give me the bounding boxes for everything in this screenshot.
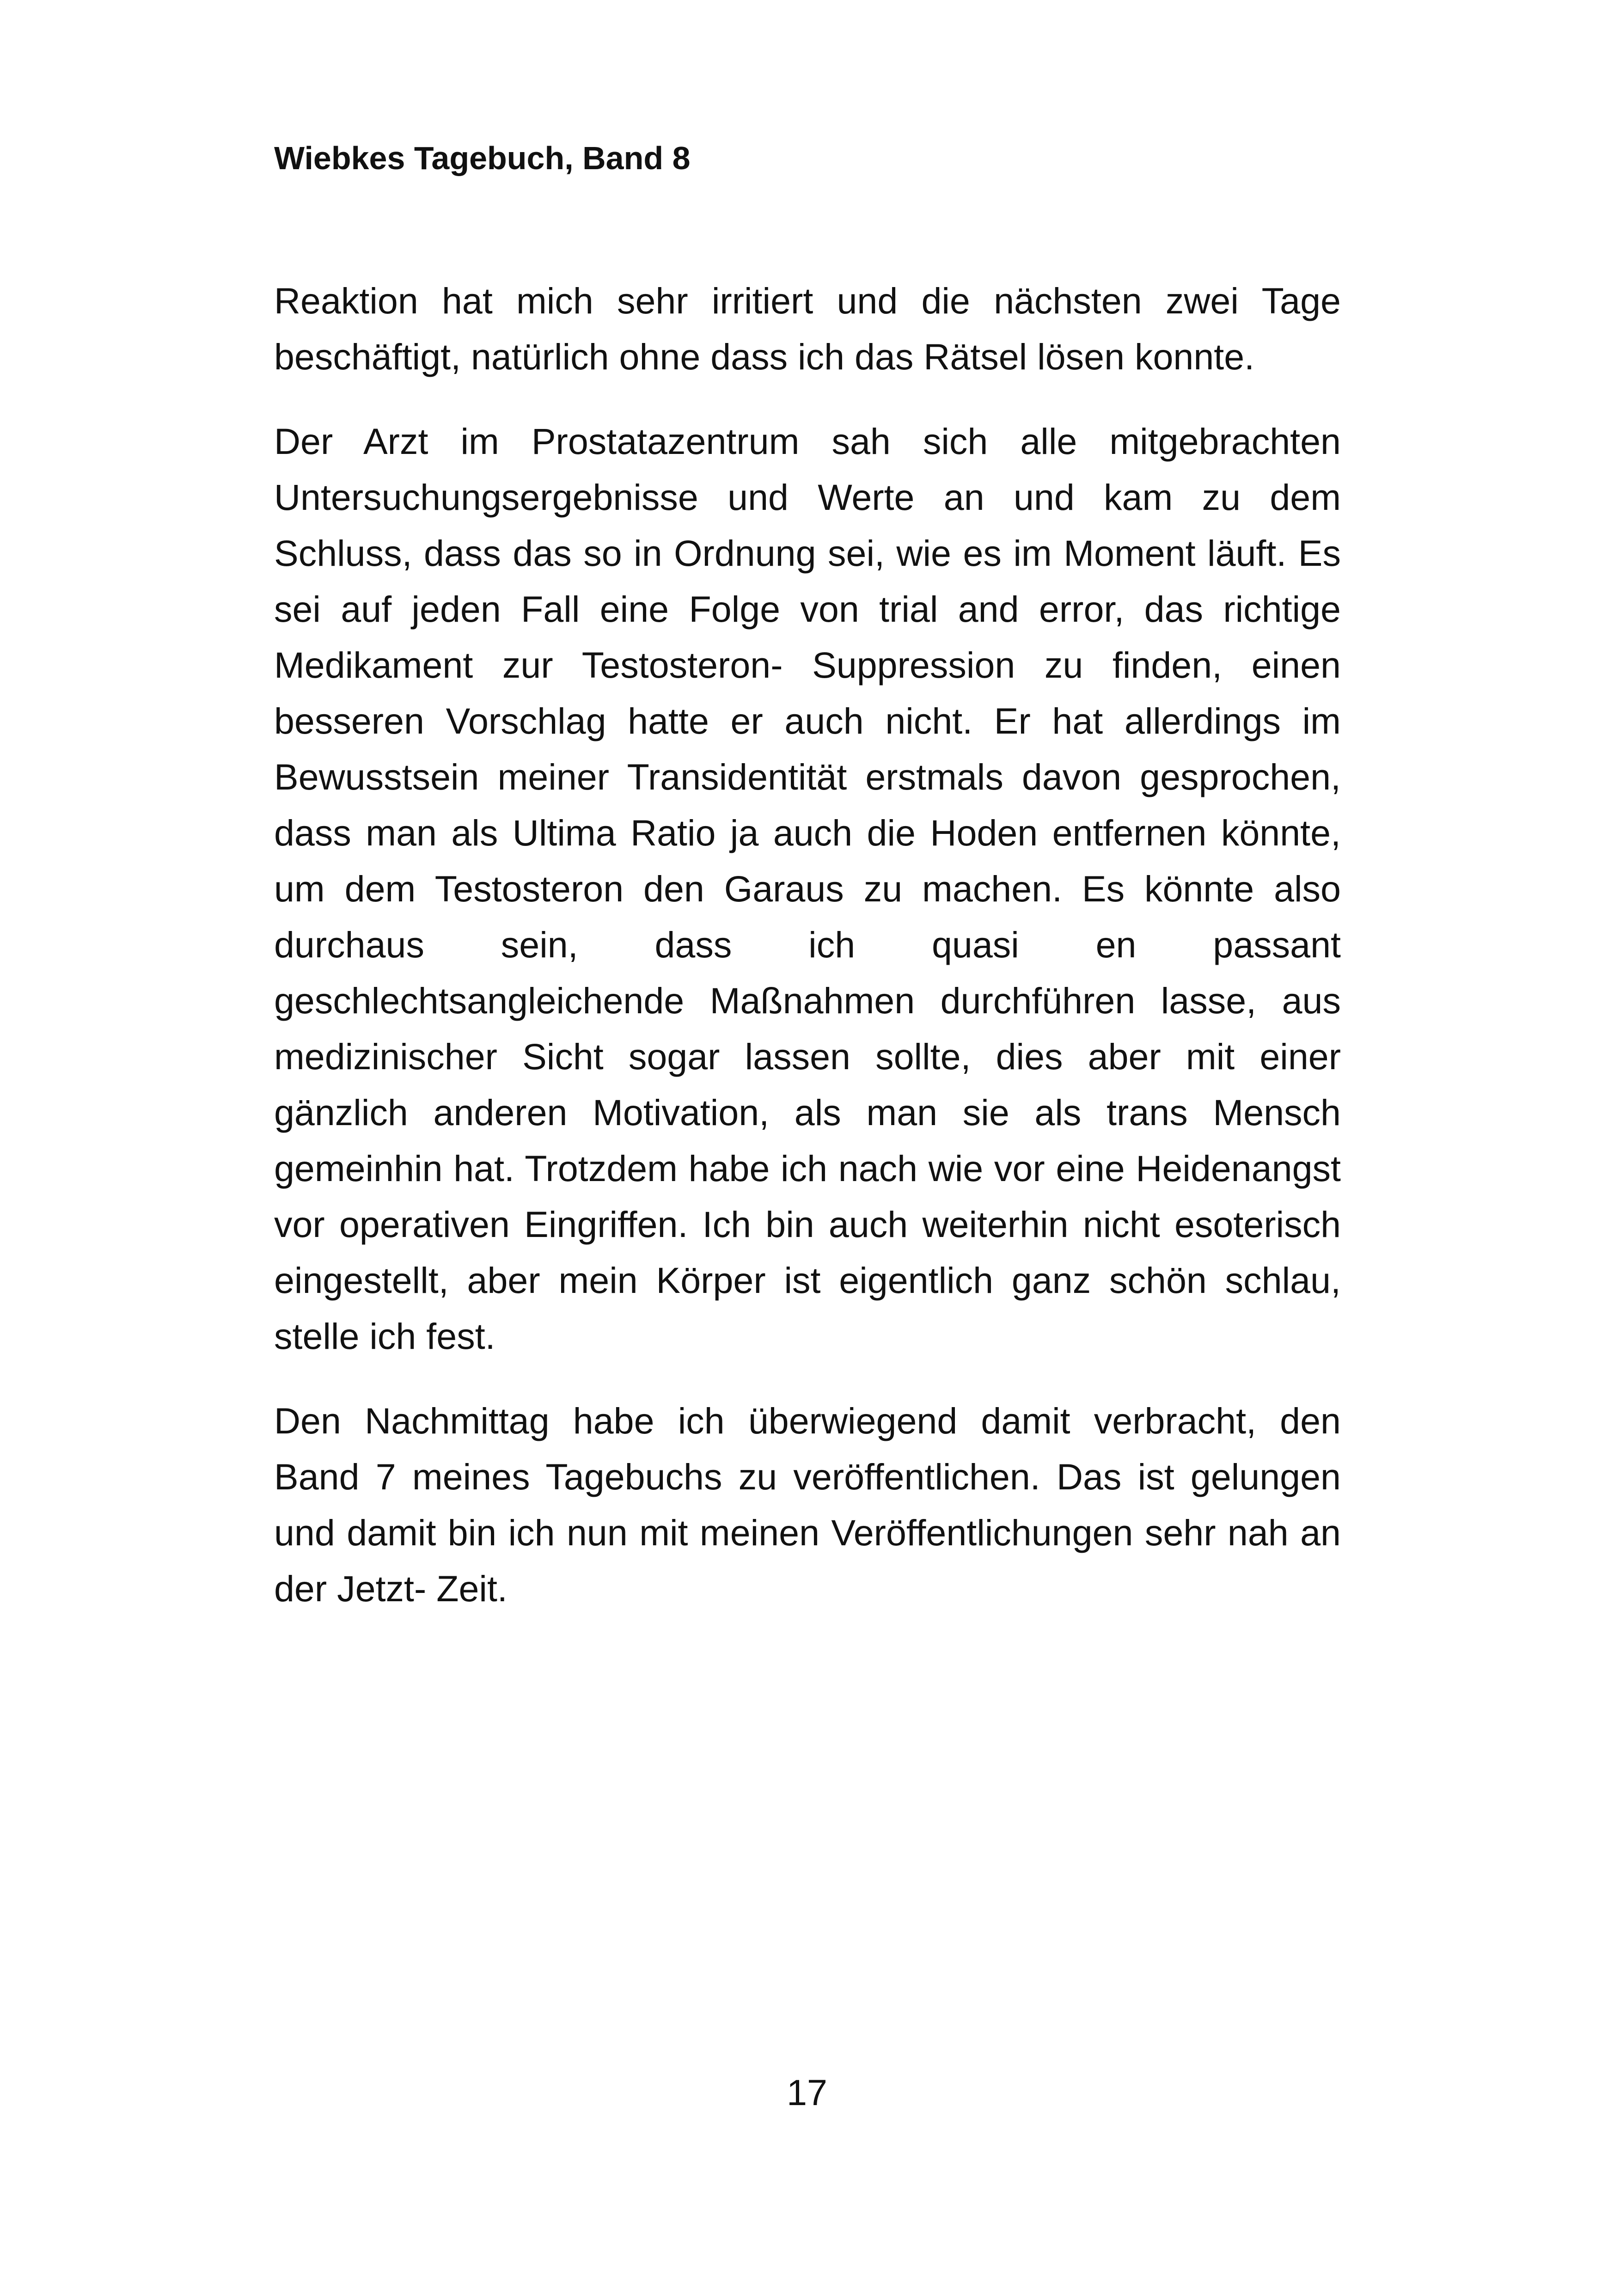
running-header-title: Wiebkes Tagebuch, Band 8 bbox=[274, 140, 691, 176]
paragraph: Reaktion hat mich sehr irritiert und die nächsten zwei Tage beschäftigt, natürlich ohne dass ich das Rätsel lösen konnte. bbox=[274, 280, 1341, 377]
paragraph: Den Nachmittag habe ich überwiegend damit verbracht, den Band 7 meines Tagebuchs zu veröffentlichen. Das ist gelungen und damit bin ich nun mit meinen Veröffentlichungen sehr nah an der Jetzt- Zeit. bbox=[274, 1400, 1341, 1609]
paragraph: Der Arzt im Prostatazentrum sah sich alle mitgebrachten Untersuchungsergebnisse und Werte an und kam zu dem Schluss, dass das so in Ordnung sei, wie es im Moment läuft. Es sei auf jeden Fall eine Folge von trial and error, das richtige Medikament zur Testosteron- Suppression zu finden, einen besseren Vorschlag hatte er auch nicht. Er hat allerdings im Bewusstsein meiner Transidentität erstmals davon gesprochen, dass man als Ultima Ratio ja auch die Hoden entfernen könnte, um dem Testosteron den Garaus zu machen. Es könnte also durchaus sein, dass ich quasi en passant geschlechtsangleichende Maßnahmen durchführen lasse, aus medizinischer Sicht sogar lassen sollte, dies aber mit einer gänzlich anderen Motivation, als man sie als trans Mensch gemeinhin hat. Trotzdem habe ich nach wie vor eine Heidenangst vor operativen Eingriffen. Ich bin auch weiterhin nicht esoterisch eingestellt, aber mein Körper ist eigentlich ganz schön schlau, stelle ich fest. bbox=[274, 421, 1341, 1357]
page-number: 17 bbox=[787, 2072, 827, 2113]
body-text bbox=[274, 273, 1341, 1645]
